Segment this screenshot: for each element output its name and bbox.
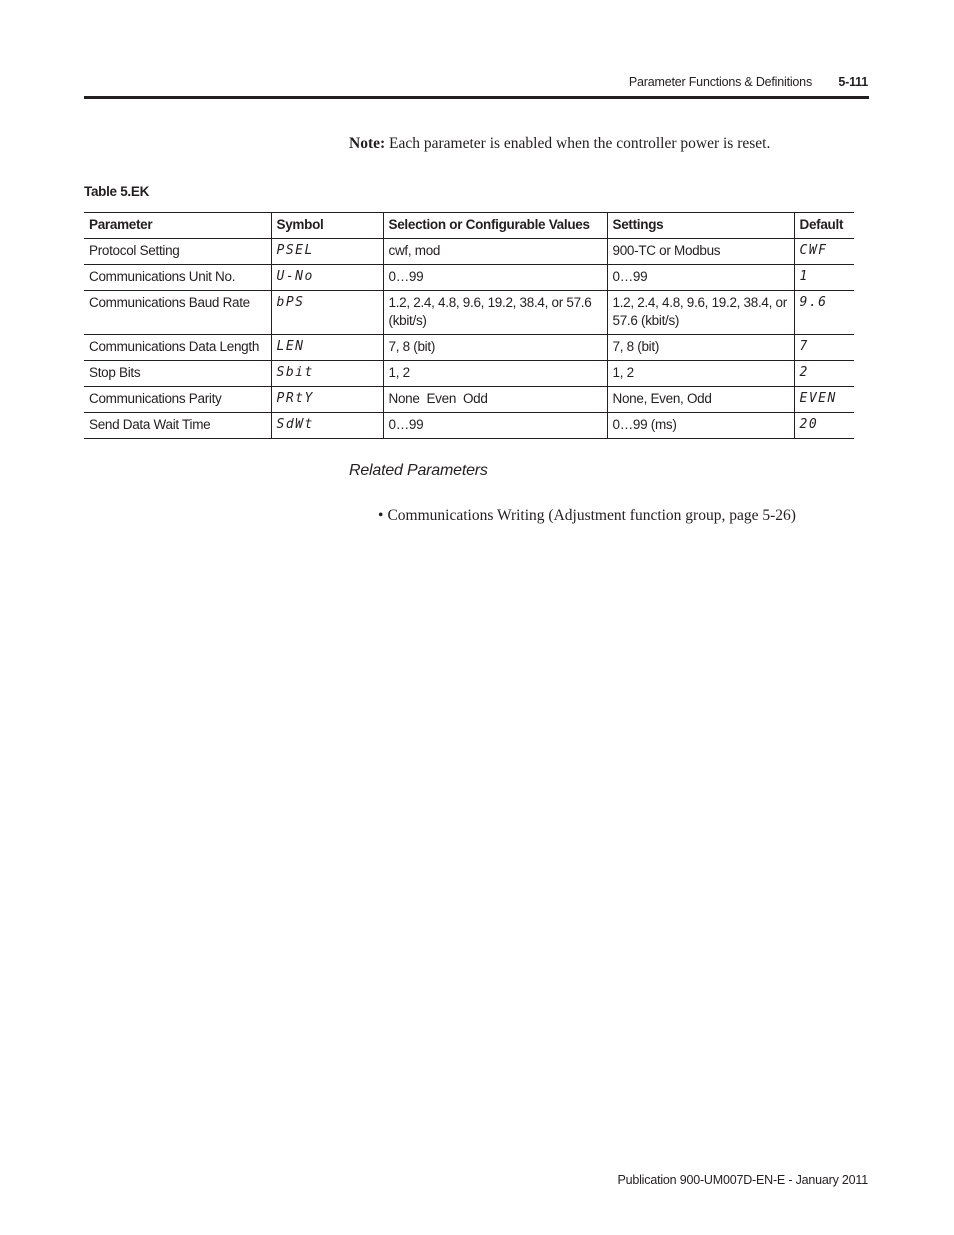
cell-parameter: Stop Bits bbox=[84, 361, 271, 387]
cell-settings: None, Even, Odd bbox=[607, 387, 794, 413]
table-row bbox=[84, 387, 854, 413]
cell-selection: 1, 2 bbox=[383, 361, 607, 387]
bullet-icon: • bbox=[378, 507, 384, 524]
related-list-item bbox=[378, 507, 796, 525]
related-item-text: Communications Writing (Adjustment function group, page 5-26) bbox=[387, 507, 796, 524]
column-header-default: Default bbox=[794, 213, 854, 239]
cell-selection: cwf, mod bbox=[383, 239, 607, 265]
publication-footer: Publication 900-UM007D-EN-E - January 2011 bbox=[617, 1173, 868, 1187]
cell-symbol: bPS bbox=[271, 291, 383, 335]
cell-symbol: LEN bbox=[271, 335, 383, 361]
header-rule bbox=[84, 96, 869, 99]
table-row bbox=[84, 239, 854, 265]
cell-parameter: Communications Parity bbox=[84, 387, 271, 413]
table-row bbox=[84, 413, 854, 439]
cell-selection: 0…99 bbox=[383, 265, 607, 291]
table-row bbox=[84, 335, 854, 361]
note-text: Each parameter is enabled when the controller power is reset. bbox=[389, 135, 771, 152]
page-header bbox=[84, 73, 868, 93]
related-parameters-heading: Related Parameters bbox=[349, 462, 488, 479]
cell-default: 9.6 bbox=[794, 291, 854, 335]
cell-selection: 0…99 bbox=[383, 413, 607, 439]
cell-settings: 1.2, 2.4, 4.8, 9.6, 19.2, 38.4, or 57.6 (kbit/s) bbox=[607, 291, 794, 335]
cell-parameter: Communications Data Length bbox=[84, 335, 271, 361]
cell-settings: 7, 8 (bit) bbox=[607, 335, 794, 361]
cell-symbol: PRtY bbox=[271, 387, 383, 413]
note-paragraph bbox=[349, 135, 770, 153]
cell-default: 20 bbox=[794, 413, 854, 439]
column-header-settings: Settings bbox=[607, 213, 794, 239]
cell-symbol: Sbit bbox=[271, 361, 383, 387]
cell-parameter: Send Data Wait Time bbox=[84, 413, 271, 439]
cell-selection: 7, 8 (bit) bbox=[383, 335, 607, 361]
cell-default: 7 bbox=[794, 335, 854, 361]
cell-symbol: U-No bbox=[271, 265, 383, 291]
cell-settings: 1, 2 bbox=[607, 361, 794, 387]
cell-default: 2 bbox=[794, 361, 854, 387]
cell-selection: None Even Odd bbox=[383, 387, 607, 413]
section-title: Parameter Functions & Definitions bbox=[628, 75, 812, 89]
table-row bbox=[84, 265, 854, 291]
page-number: 5-111 bbox=[838, 75, 868, 89]
note-label: Note: bbox=[349, 135, 386, 152]
cell-default: 1 bbox=[794, 265, 854, 291]
cell-settings: 900-TC or Modbus bbox=[607, 239, 794, 265]
cell-symbol: PSEL bbox=[271, 239, 383, 265]
cell-selection: 1.2, 2.4, 4.8, 9.6, 19.2, 38.4, or 57.6 (kbit/s) bbox=[383, 291, 607, 335]
table-row bbox=[84, 291, 854, 335]
cell-symbol: SdWt bbox=[271, 413, 383, 439]
cell-default: EVEN bbox=[794, 387, 854, 413]
cell-parameter: Communications Baud Rate bbox=[84, 291, 271, 335]
table-caption: Table 5.EK bbox=[84, 184, 150, 199]
column-header-selection: Selection or Configurable Values bbox=[383, 213, 607, 239]
column-header-parameter: Parameter bbox=[84, 213, 271, 239]
cell-settings: 0…99 bbox=[607, 265, 794, 291]
parameter-table bbox=[84, 212, 854, 439]
cell-default: CWF bbox=[794, 239, 854, 265]
table-header-row bbox=[84, 213, 854, 239]
column-header-symbol: Symbol bbox=[271, 213, 383, 239]
cell-settings: 0…99 (ms) bbox=[607, 413, 794, 439]
cell-parameter: Communications Unit No. bbox=[84, 265, 271, 291]
table-row bbox=[84, 361, 854, 387]
cell-parameter: Protocol Setting bbox=[84, 239, 271, 265]
